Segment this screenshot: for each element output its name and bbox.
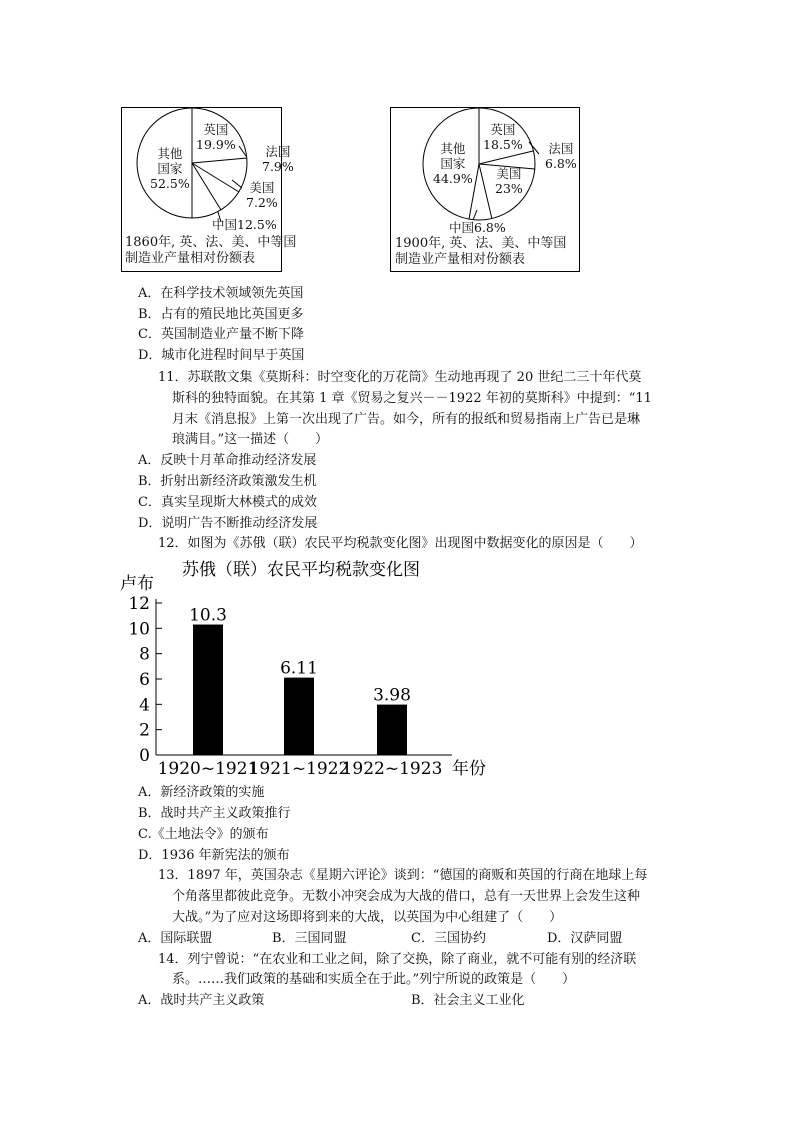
bar-value-label: 3.98 — [373, 685, 411, 706]
pie-1900-fr-name: 法国 — [548, 141, 574, 156]
pie-1860-uk-value: 19.9% — [196, 137, 236, 152]
x-tick-label: 1921~1922 — [248, 759, 350, 779]
q12-stem: 12．如图为《苏俄（联）农民平均税款变化图》出现图中数据变化的原因是（ ） — [158, 536, 643, 551]
pie-1860-us-label — [246, 180, 278, 210]
bar-chart — [120, 555, 500, 780]
pie-1900-other-label — [433, 141, 473, 186]
pie-1860-uk-label — [196, 122, 236, 152]
q14-stem-line-2: 系。……我们政策的基础和实质全在于此。”列宁所说的政策是（ ） — [172, 972, 576, 987]
pie-1900-us-name: 美国 — [496, 166, 522, 181]
pie-1860-caption-2: 制造业产量相对份额表 — [125, 251, 256, 266]
pie-1900-caption-1: 1900年, 英、法、美、中等国 — [395, 236, 567, 251]
pie-1860-cn-label: 中国12.5% — [212, 217, 277, 232]
pie-1900-us-value: 23% — [495, 181, 523, 196]
q12-option-d[interactable]: D．1936 年新宪法的颁布 — [138, 848, 290, 863]
pie-1900-uk-value: 18.5% — [483, 137, 523, 152]
q13-option-a[interactable]: A．国际联盟 — [138, 931, 213, 946]
bar — [193, 625, 223, 755]
pie-1900-other-name-1: 其他 — [440, 141, 466, 156]
bar — [377, 705, 407, 755]
pie-1860-other-name-2: 国家 — [157, 161, 183, 176]
q11-stem-line-3: 月末《消息报》上第一次出现了广告。如今，所有的报纸和贸易指南上广告已是琳 — [172, 412, 641, 427]
y-tick-label: 4 — [139, 695, 150, 716]
pie-1900-caption-2: 制造业产量相对份额表 — [395, 252, 526, 267]
q11-option-d[interactable]: D．说明广告不断推动经济发展 — [138, 516, 318, 531]
q13-stem-line-3: 大战。”为了应对这场即将到来的大战，以英国为中心组建了（ ） — [172, 910, 563, 925]
y-tick-label: 0 — [139, 746, 150, 766]
q11-stem-line-4: 琅满目。”这一描述（ ） — [172, 432, 329, 447]
q14-option-b[interactable]: B．社会主义工业化 — [411, 993, 525, 1008]
pie-chart-1860 — [121, 107, 297, 272]
q11-option-b[interactable]: B．折射出新经济政策激发生机 — [138, 474, 317, 489]
bar — [284, 678, 314, 755]
chart-title: 苏俄（联）农民平均税款变化图 — [182, 560, 420, 580]
q11-option-a[interactable]: A．反映十月革命推动经济发展 — [138, 453, 317, 468]
q12-option-b[interactable]: B．战时共产主义政策推行 — [138, 806, 291, 821]
pie-1900-us-label — [495, 166, 523, 196]
pie-1860-fr-name: 法国 — [265, 144, 291, 159]
pie-1900-other-name-2: 国家 — [440, 156, 466, 171]
q13-option-c[interactable]: C．三国协约 — [411, 931, 486, 946]
pie-1900-fr-label — [545, 141, 577, 171]
pie-1860-us-name: 美国 — [249, 180, 275, 195]
q14-stem-line-1: 14．列宁曾说：“在农业和工业之间，除了交换，除了商业，就不可能有别的经济联 — [158, 952, 637, 967]
y-tick-label: 10 — [128, 619, 150, 640]
pie-1900-cn-label: 中国6.8% — [449, 220, 506, 235]
y-tick-label: 12 — [128, 594, 150, 614]
pie-1860-fr-value: 7.9% — [262, 159, 294, 174]
pie-1900-uk-name: 英国 — [490, 122, 516, 137]
pie-1860-caption-1: 1860年, 英、法、美、中等国 — [125, 235, 297, 250]
y-tick-label: 8 — [139, 644, 150, 665]
pie-1860-other-label — [150, 146, 190, 191]
q10-option-a[interactable]: A．在科学技术领域领先英国 — [138, 286, 304, 301]
q12-option-c[interactable]: C.《土地法令》的颁布 — [138, 827, 269, 842]
pie-1900-uk-label — [483, 122, 523, 152]
pie-1860-other-name-1: 其他 — [157, 146, 183, 161]
q11-stem-line-2: 斯科的独特面貌。在其第 1 章《贸易之复兴－－1922 年初的莫斯科》中提到：“11 — [172, 391, 652, 406]
pie-1900-other-value: 44.9% — [433, 171, 473, 186]
q13-option-d[interactable]: D．汉萨同盟 — [547, 931, 623, 946]
q13-stem-line-2: 个角落里都彼此竞争。无数小冲突会成为大战的借口，总有一天世界上会发生这种 — [172, 889, 641, 904]
pie-1860-us-value: 7.2% — [246, 195, 278, 210]
pie-1860-fr-label — [262, 144, 294, 174]
chart-y-axis-label: 卢布 — [120, 574, 154, 594]
pie-1900-fr-value: 6.8% — [545, 156, 577, 171]
y-tick-label: 2 — [139, 720, 150, 741]
q11-option-c[interactable]: C．真实呈现斯大林模式的成效 — [138, 495, 317, 510]
q10-option-b[interactable]: B．占有的殖民地比英国更多 — [138, 307, 304, 322]
bar-chart-svg — [120, 555, 500, 780]
bar-value-label: 10.3 — [189, 605, 227, 626]
q12-option-a[interactable]: A．新经济政策的实施 — [138, 785, 265, 800]
q13-stem-line-1: 13．1897 年，英国杂志《星期六评论》谈到：“德国的商贩和英国的行商在地球上每 — [158, 868, 648, 883]
x-tick-label: 1920~1921 — [157, 759, 259, 779]
pie-1860-other-value: 52.5% — [150, 176, 190, 191]
pie-chart-1900 — [390, 107, 580, 272]
y-tick-label: 6 — [139, 670, 150, 690]
pie-1860-uk-name: 英国 — [203, 122, 229, 137]
q14-option-a[interactable]: A．战时共产主义政策 — [138, 993, 265, 1008]
q10-option-d[interactable]: D．城市化进程时间早于英国 — [138, 348, 305, 363]
chart-x-axis-label: 年份 — [452, 759, 486, 779]
q11-stem-line-1: 11．苏联散文集《莫斯科：时空变化的万花筒》生动地再现了 20 世纪二三十年代莫 — [158, 370, 642, 385]
q13-option-b[interactable]: B．三国同盟 — [272, 931, 347, 946]
x-tick-label: 1922~1923 — [341, 759, 443, 779]
bar-value-label: 6.11 — [280, 658, 318, 679]
q10-option-c[interactable]: C．英国制造业产量不断下降 — [138, 327, 304, 342]
